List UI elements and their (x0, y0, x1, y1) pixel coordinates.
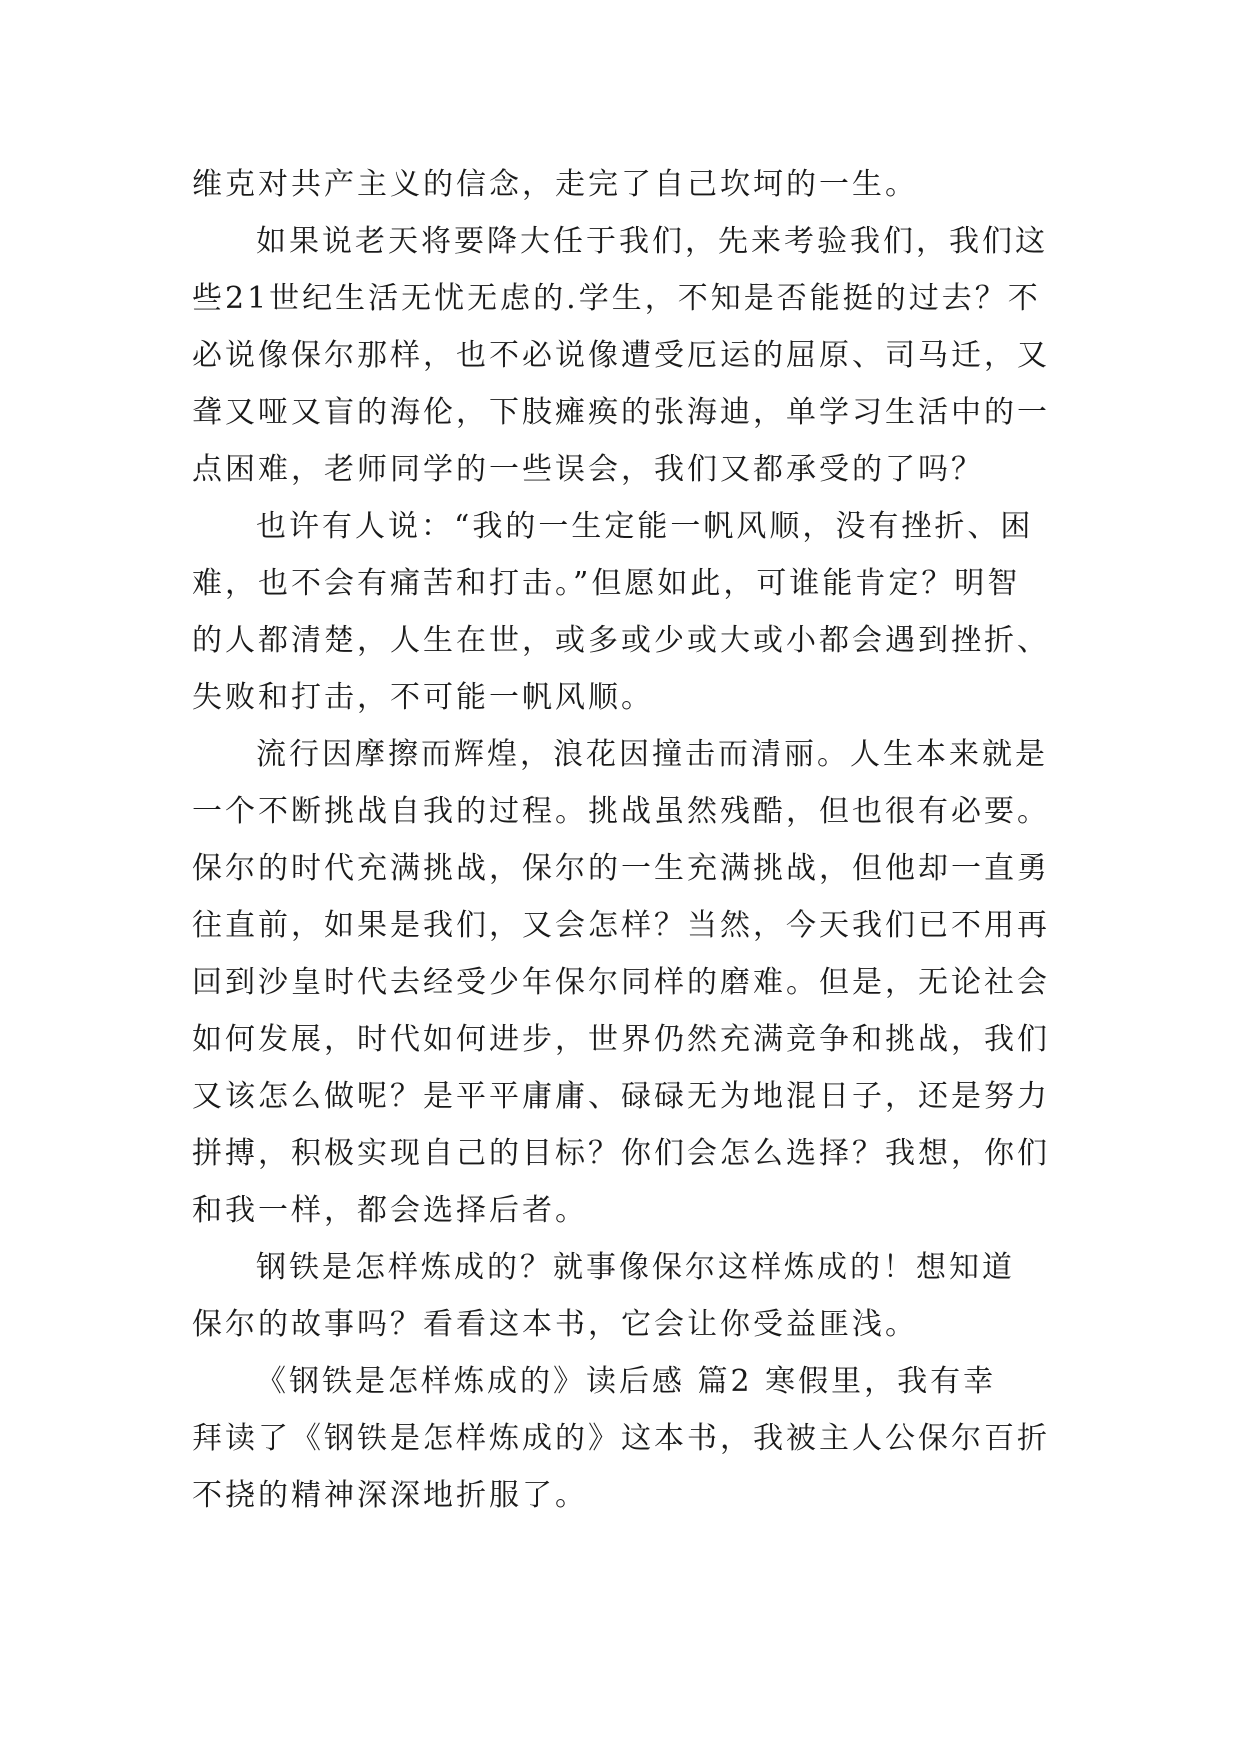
text-line: 钢铁是怎样炼成的？就事像保尔这样炼成的！想知道 (256, 1250, 1015, 1285)
text-line: 必说像保尔那样，也不必说像遭受厄运的屈原、司马迁，又 (192, 338, 1050, 373)
text-line: 如果说老天将要降大任于我们，先来考验我们，我们这 (256, 224, 1048, 259)
text-line: 也许有人说：“我的一生定能一帆风顺，没有挫折、困 (256, 509, 1034, 544)
text-line: 拼搏，积极实现自己的目标？你们会怎么选择？我想，你们 (192, 1136, 1050, 1171)
text-line: 的人都清楚，人生在世，或多或少或大或小都会遇到挫折、 (192, 623, 1050, 658)
text-line: 保尔的时代充满挑战，保尔的一生充满挑战，但他却一直勇 (192, 851, 1050, 886)
text-line: 如何发展，时代如何进步，世界仍然充满竞争和挑战，我们 (192, 1022, 1050, 1057)
text-line: 聋又哑又盲的海伦，下肢瘫痪的张海迪，单学习生活中的一 (192, 395, 1050, 430)
text-line: 维克对共产主义的信念，走完了自己坎坷的一生。 (192, 167, 918, 202)
text-line: 流行因摩擦而辉煌，浪花因撞击而清丽。人生本来就是 (256, 737, 1048, 772)
text-line: 些21世纪生活无忧无虑的.学生，不知是否能挺的过去？不 (192, 281, 1041, 316)
text-line: 失败和打击，不可能一帆风顺。 (192, 680, 654, 715)
text-line: 又该怎么做呢？是平平庸庸、碌碌无为地混日子，还是努力 (192, 1079, 1050, 1114)
text-line: 拜读了《钢铁是怎样炼成的》这本书，我被主人公保尔百折 (192, 1421, 1050, 1456)
text-line: 难，也不会有痛苦和打击。”但愿如此，可谁能肯定？明智 (192, 566, 1021, 601)
text-line: 不挠的精神深深地折服了。 (192, 1478, 588, 1513)
text-line: 保尔的故事吗？看看这本书，它会让你受益匪浅。 (192, 1307, 918, 1342)
text-line: 往直前，如果是我们，又会怎样？当然，今天我们已不用再 (192, 908, 1050, 943)
text-line: 回到沙皇时代去经受少年保尔同样的磨难。但是，无论社会 (192, 965, 1050, 1000)
text-line: 点困难，老师同学的一些误会，我们又都承受的了吗？ (192, 452, 984, 487)
text-line: 和我一样，都会选择后者。 (192, 1193, 588, 1228)
text-line: 一个不断挑战自我的过程。挑战虽然残酷，但也很有必要。 (192, 794, 1050, 829)
text-line: 《钢铁是怎样炼成的》读后感 篇2 寒假里，我有幸 (256, 1364, 997, 1399)
